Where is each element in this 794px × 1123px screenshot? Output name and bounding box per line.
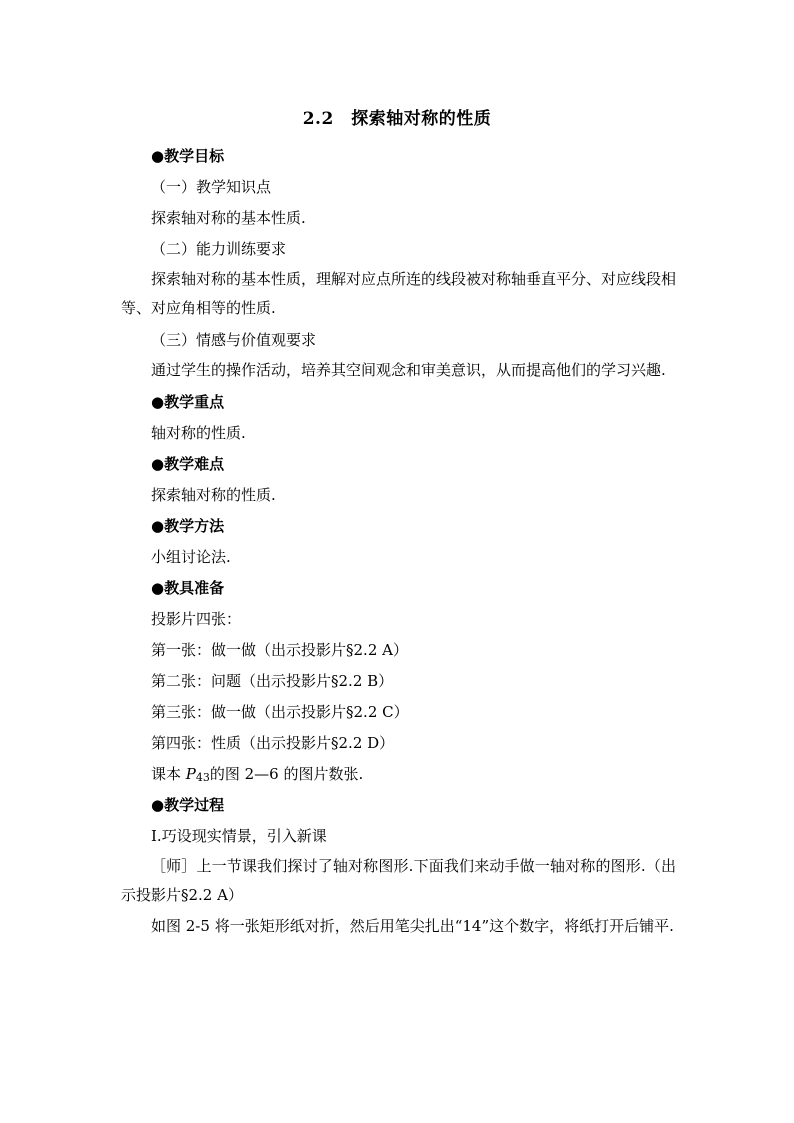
key-point-text: 轴对称的性质. [151,424,246,442]
tools-item: 第二张：问题（出示投影片§2.2 B） [151,672,394,690]
method-heading: ●教学方法 [151,517,225,535]
ability-text: 探索轴对称的基本性质，理解对应点所连的线段被对称轴垂直平分、对应线段相等、对应角相等的性质. [121,270,677,317]
tools-heading: ●教具准备 [151,579,225,597]
knowledge-point-heading: （一）教学知识点 [151,178,272,196]
tools-book-line [121,759,676,790]
page-ref-number: 43 [195,771,210,784]
tools-item: 第三张：做一做（出示投影片§2.2 C） [151,703,409,721]
tools-intro: 投影片四张： [151,610,242,628]
tools-book-prefix: 课本 [151,765,186,783]
emotion-text: 通过学生的操作活动，培养其空间观念和审美意识，从而提高他们的学习兴趣. [151,361,666,379]
emotion-heading: （三）情感与价值观要求 [151,331,317,349]
tools-item: 第一张：做一做（出示投影片§2.2 A） [151,641,408,659]
difficulty-text: 探索轴对称的性质. [151,486,276,504]
figure-paragraph: 如图 2-5 将一张矩形纸对折，然后用笔尖扎出“14”这个数字，将纸打开后铺平. [151,917,674,935]
tools-item: 第四张：性质（出示投影片§2.2 D） [151,734,395,752]
lesson-body [121,141,676,941]
process-heading: ●教学过程 [151,796,225,814]
tools-book-suffix: 的图 2—6 的图片数张. [209,765,364,783]
teacher-paragraph: ［师］上一节课我们探讨了轴对称图形.下面我们来动手做一轴对称的图形.（出示投影片§2.2 A） [121,857,676,904]
method-text: 小组讨论法. [151,548,231,566]
ability-heading: （二）能力训练要求 [151,240,287,258]
key-point-heading: ●教学重点 [151,393,225,411]
difficulty-heading: ●教学难点 [151,455,225,473]
process-step-heading: Ⅰ.巧设现实情景，引入新课 [151,827,327,845]
page-title: 2.2 探索轴对称的性质 [302,109,492,129]
teaching-goal-heading: ●教学目标 [151,147,225,165]
page-ref-p: P [185,765,196,783]
knowledge-point-text: 探索轴对称的基本性质. [151,209,306,227]
